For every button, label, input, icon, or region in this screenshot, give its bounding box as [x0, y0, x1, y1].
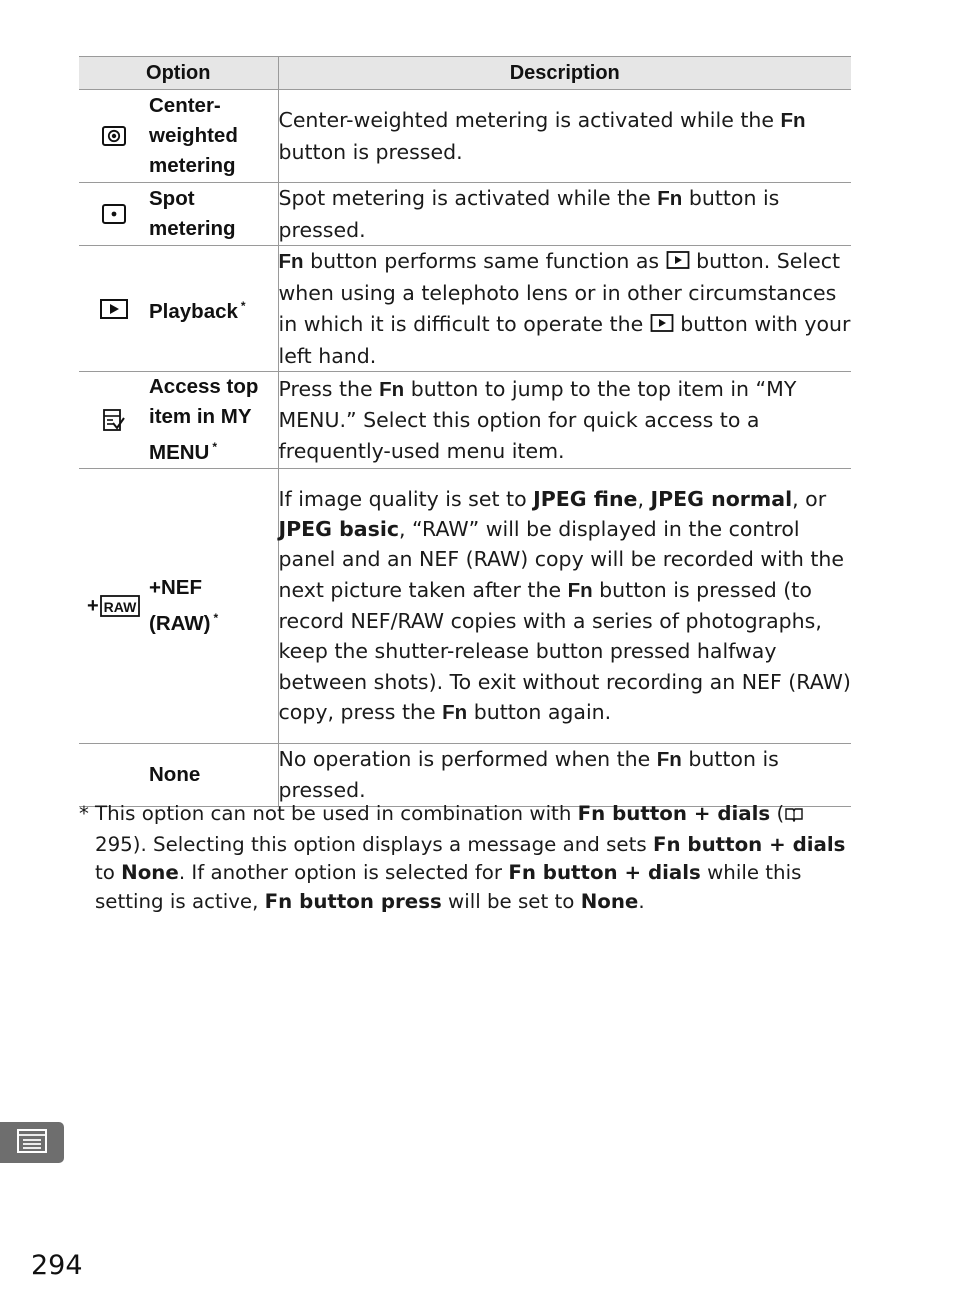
section-tab [0, 1122, 64, 1163]
footnote [79, 800, 859, 917]
description-cell: Center-weighted metering is activated while the Fn button is pressed. [278, 90, 851, 183]
description-cell: If image quality is set to JPEG fine, JPEG normal, or JPEG basic, “RAW” will be displayed in the control panel and an NEF (RAW) copy will be recorded with the next picture taken after the Fn button is pressed (to record NEF/RAW copies with a series of photographs, keep the shutter-release button pressed halfway between shots). To exit without recording an NEF (RAW) copy, press the Fn button again. [278, 469, 851, 744]
table-row [79, 90, 851, 183]
option-label: Center- weighted metering [149, 94, 238, 177]
option-label: None [149, 762, 201, 786]
menu-list-icon [16, 1128, 48, 1158]
table-row [79, 246, 851, 372]
header-description: Description [278, 57, 851, 90]
option-label: +NEF (RAW) * [149, 576, 219, 635]
option-cell [79, 744, 278, 807]
footnote-text: This option can not be used in combination with Fn button + dials ( 295). Selecting this option displays a message and sets Fn button + dials to None. If another option is selected for Fn button + dials while this setting is active, Fn button press will be set to None. [95, 802, 846, 914]
table-row [79, 372, 851, 469]
footnote-star: * [79, 802, 89, 825]
center-weighted-metering-icon [79, 125, 149, 147]
option-label: Playback * [149, 298, 246, 323]
plus-raw-icon [79, 593, 149, 619]
playback-icon [79, 298, 149, 320]
option-cell [79, 246, 278, 372]
table-row [79, 744, 851, 807]
options-table [79, 56, 851, 807]
playback-button-icon [650, 311, 674, 341]
page-number: 294 [31, 1250, 83, 1281]
table-row [79, 469, 851, 744]
table-header-row [79, 57, 851, 90]
playback-button-icon [666, 248, 690, 278]
header-option: Option [79, 57, 278, 90]
description-cell: Fn button performs same function as button. Select when using a telephoto lens or in other circumstances in which it is difficult to operate the button with your left hand. [278, 246, 851, 372]
spot-metering-icon [79, 203, 149, 225]
book-reference-icon [784, 802, 804, 831]
svg-text:+: + [87, 595, 99, 617]
option-cell [79, 90, 278, 183]
option-cell [79, 469, 278, 744]
svg-text:RAW: RAW [103, 599, 137, 615]
table-row [79, 183, 851, 246]
description-cell: Press the Fn button to jump to the top item in “MY MENU.” Select this option for quick access to a frequently-used menu item. [278, 372, 851, 469]
my-menu-icon [79, 407, 149, 433]
option-label: Access top item in MY MENU * [149, 375, 259, 465]
option-label: Spot metering [149, 187, 236, 240]
description-cell: Spot metering is activated while the Fn button is pressed. [278, 183, 851, 246]
option-cell [79, 183, 278, 246]
option-cell [79, 372, 278, 469]
description-cell: No operation is performed when the Fn button is pressed. [278, 744, 851, 807]
